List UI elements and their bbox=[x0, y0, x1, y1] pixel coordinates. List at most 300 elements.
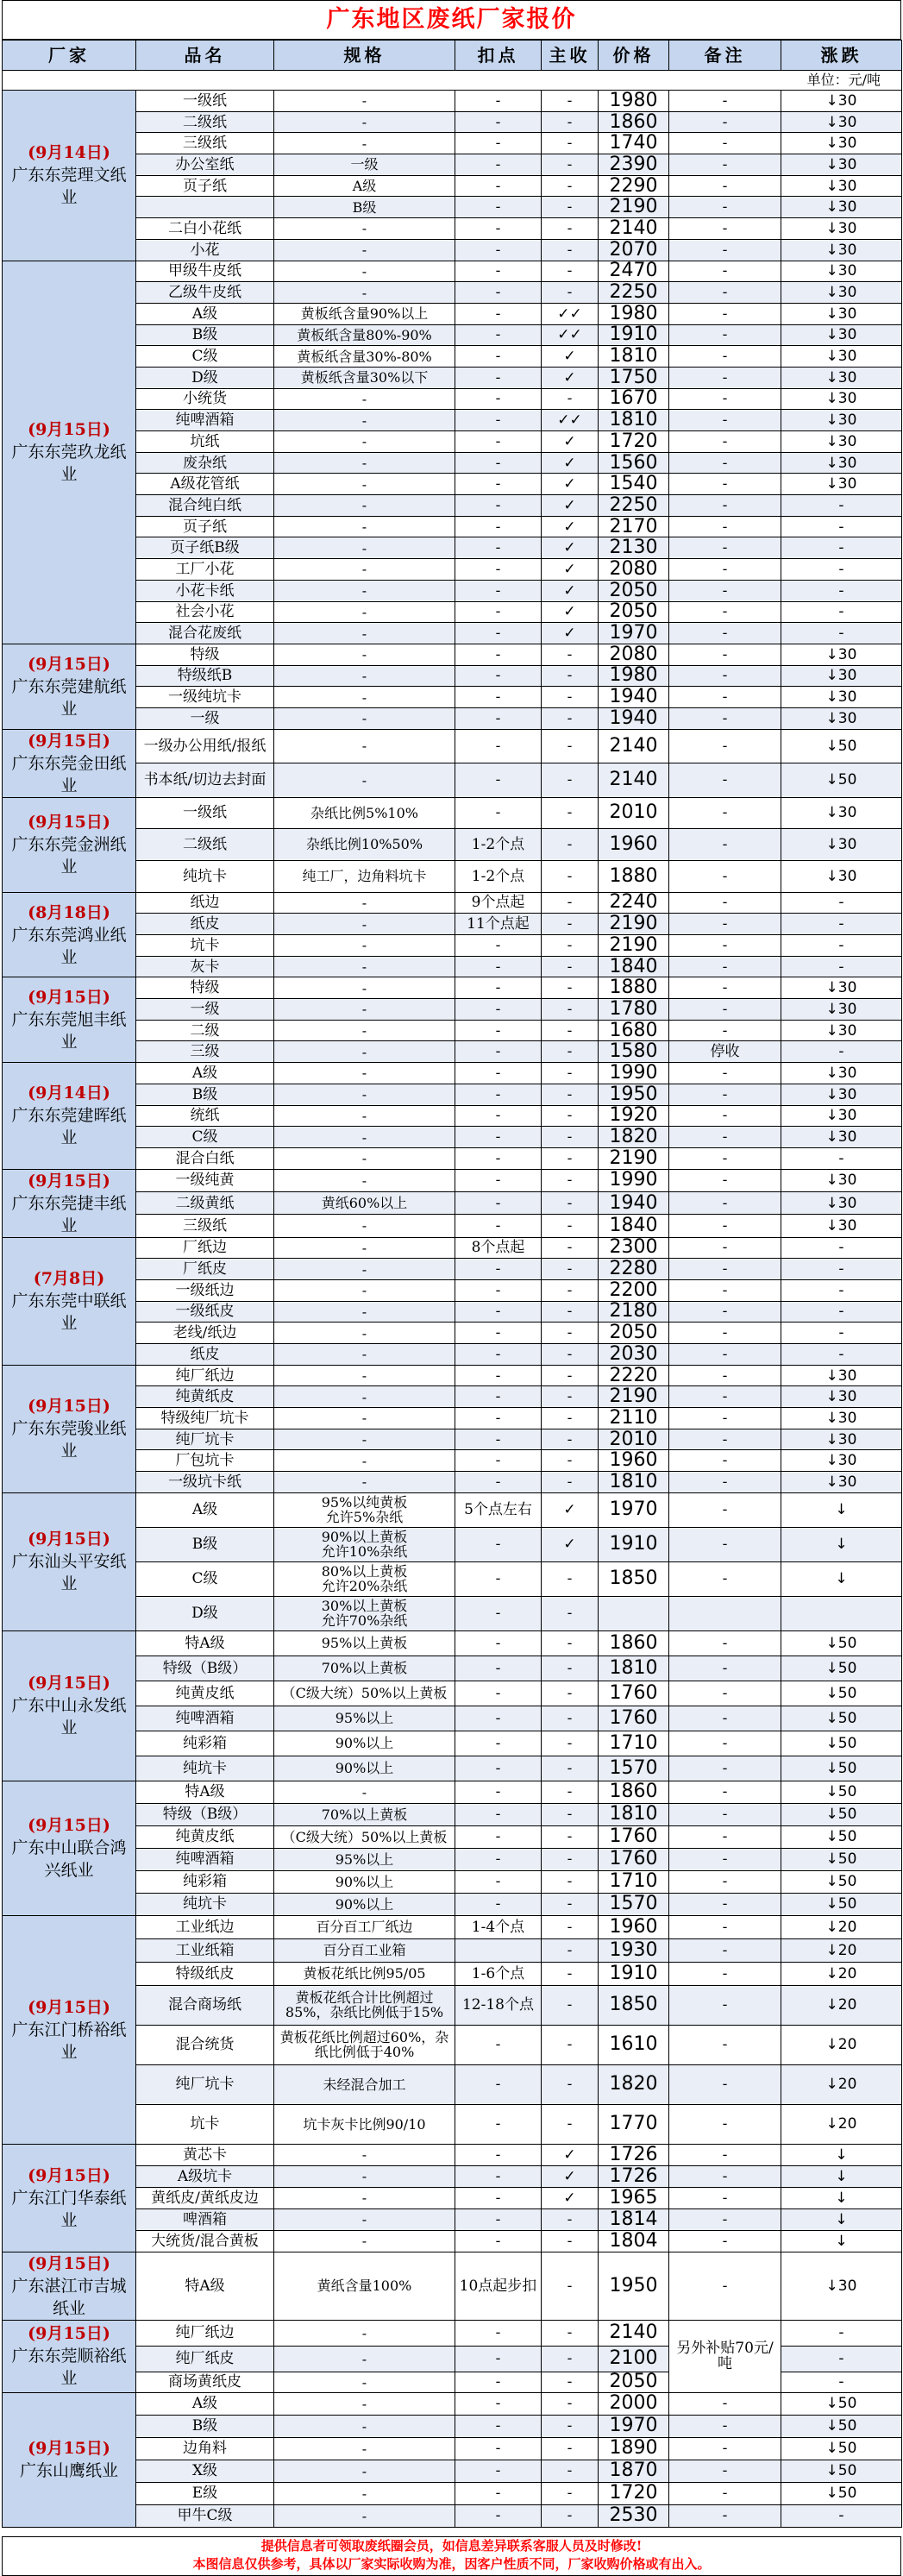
change-cell: ↓ bbox=[781, 2165, 902, 2187]
table-row bbox=[3, 1985, 902, 2025]
main-cell: - bbox=[542, 1429, 599, 1450]
note-cell: - bbox=[669, 1386, 781, 1408]
main-cell: - bbox=[542, 1041, 599, 1063]
price-rows bbox=[3, 91, 902, 2528]
note-cell: - bbox=[669, 2104, 781, 2144]
spec-cell: - bbox=[274, 559, 455, 581]
note-cell: - bbox=[669, 2208, 781, 2230]
main-cell: - bbox=[542, 1323, 599, 1344]
change-cell: ↓30 bbox=[781, 133, 902, 154]
note-cell: - bbox=[669, 797, 781, 828]
price-cell: 1760 bbox=[599, 1706, 669, 1731]
change-cell: ↓50 bbox=[781, 1803, 902, 1825]
change-cell: ↓30 bbox=[781, 239, 902, 261]
product-name: X级 bbox=[136, 2460, 274, 2482]
spec-cell: 95%以上黄板 bbox=[274, 1630, 455, 1656]
price-cell: 1940 bbox=[599, 1191, 669, 1214]
spec-cell: - bbox=[274, 707, 455, 729]
note-cell: - bbox=[669, 2437, 781, 2460]
deduct-cell: - bbox=[455, 410, 542, 431]
note-cell: - bbox=[669, 707, 781, 729]
main-cell: - bbox=[542, 1365, 599, 1386]
factory-cell bbox=[3, 2252, 136, 2320]
product-name bbox=[136, 197, 274, 218]
deduct-cell: - bbox=[455, 1656, 542, 1681]
price-cell: 1760 bbox=[599, 1848, 669, 1870]
spec-cell: （C级大统）50%以上黄板 bbox=[274, 1825, 455, 1848]
product-name: 三级 bbox=[136, 1041, 274, 1063]
note-cell: - bbox=[669, 2025, 781, 2064]
product-name: 特A级 bbox=[136, 1630, 274, 1656]
factory-name: 广东东莞建晖纸业 bbox=[11, 1106, 127, 1148]
product-name: 工业纸边 bbox=[136, 1915, 274, 1938]
spec-cell: 30%以上黄板 允许70%杂纸 bbox=[274, 1596, 455, 1630]
main-cell: - bbox=[542, 1781, 599, 1803]
change-cell: ↓50 bbox=[781, 1756, 902, 1781]
factory-cell bbox=[3, 1630, 136, 1781]
product-name: 页子纸 bbox=[136, 516, 274, 537]
spec-cell: A级 bbox=[274, 175, 455, 197]
price-cell: 1990 bbox=[599, 1063, 669, 1084]
main-cell: - bbox=[542, 2064, 599, 2104]
footer-disclaimer bbox=[2, 2536, 901, 2576]
product-name: 坑纸 bbox=[136, 431, 274, 453]
note-cell: - bbox=[669, 1781, 781, 1803]
deduct-cell: - bbox=[455, 2104, 542, 2144]
price-cell: 1860 bbox=[599, 1630, 669, 1656]
deduct-cell: - bbox=[455, 474, 542, 495]
price-cell: 1804 bbox=[599, 2230, 669, 2252]
spec-cell: - bbox=[274, 1450, 455, 1472]
factory-cell bbox=[3, 91, 136, 261]
main-cell: - bbox=[542, 175, 599, 197]
product-name: 特级纯厂坑卡 bbox=[136, 1408, 274, 1429]
main-cell: - bbox=[542, 977, 599, 999]
note-cell: - bbox=[669, 1191, 781, 1214]
deduct-cell: 1-4个点 bbox=[455, 1915, 542, 1938]
factory-name: 广东江门华泰纸业 bbox=[11, 2188, 127, 2230]
deduct-cell: - bbox=[455, 2460, 542, 2482]
table-row bbox=[3, 2252, 902, 2320]
deduct-cell: - bbox=[455, 111, 542, 133]
change-cell: - bbox=[781, 956, 902, 977]
spec-cell: 黄板纸含量30%-80% bbox=[274, 346, 455, 368]
table-row bbox=[3, 111, 902, 133]
table-row bbox=[3, 410, 902, 431]
footer-line-1: 提供信息者可领取废纸圈会员，如信息差异联系客服人员及时修改! bbox=[260, 2538, 643, 2554]
note-cell: - bbox=[669, 2460, 781, 2482]
spec-cell: - bbox=[274, 2187, 455, 2208]
table-row bbox=[3, 2415, 902, 2437]
table-row bbox=[3, 2208, 902, 2230]
price-cell: 1770 bbox=[599, 2104, 669, 2144]
spec-cell: - bbox=[274, 133, 455, 154]
table-row bbox=[3, 1915, 902, 1938]
price-table bbox=[2, 40, 902, 2528]
deduct-cell: - bbox=[455, 1147, 542, 1169]
change-cell: ↓50 bbox=[781, 2392, 902, 2415]
factory-name: 广东东莞捷丰纸业 bbox=[11, 1193, 127, 1235]
table-row bbox=[3, 1105, 902, 1127]
main-cell: ✓✓ bbox=[542, 303, 599, 324]
price-cell: 1820 bbox=[599, 1127, 669, 1148]
main-cell: - bbox=[542, 763, 599, 798]
deduct-cell: - bbox=[455, 324, 542, 346]
note-cell: - bbox=[669, 2187, 781, 2208]
spec-cell: - bbox=[274, 1472, 455, 1493]
price-cell: 1810 bbox=[599, 346, 669, 368]
product-name: 工业纸箱 bbox=[136, 1938, 274, 1962]
main-cell: - bbox=[542, 914, 599, 935]
table-row bbox=[3, 1063, 902, 1084]
product-name: A级坑卡 bbox=[136, 2165, 274, 2187]
note-cell: - bbox=[669, 892, 781, 914]
change-cell: ↓30 bbox=[781, 218, 902, 240]
table-row bbox=[3, 2460, 902, 2482]
product-name: 甲级牛皮纸 bbox=[136, 261, 274, 282]
change-cell: ↓30 bbox=[781, 707, 902, 729]
note-cell: - bbox=[669, 1527, 781, 1561]
main-cell: - bbox=[542, 707, 599, 729]
change-cell: ↓30 bbox=[781, 1472, 902, 1493]
deduct-cell: - bbox=[455, 2165, 542, 2187]
change-cell: ↓50 bbox=[781, 2482, 902, 2504]
table-row bbox=[3, 346, 902, 368]
factory-date: (9月15日) bbox=[28, 2324, 110, 2344]
spec-cell: - bbox=[274, 644, 455, 665]
note-cell: - bbox=[669, 1915, 781, 1938]
table-row bbox=[3, 537, 902, 559]
product-name: 纯彩箱 bbox=[136, 1731, 274, 1756]
deduct-cell: - bbox=[455, 1020, 542, 1041]
factory-name: 广东东莞顺裕纸业 bbox=[11, 2347, 127, 2389]
factory-cell bbox=[3, 892, 136, 977]
factory-cell bbox=[3, 1781, 136, 1915]
spec-cell: - bbox=[274, 1386, 455, 1408]
main-cell: - bbox=[542, 1870, 599, 1893]
change-cell: - bbox=[781, 2346, 902, 2372]
note-cell: - bbox=[669, 1215, 781, 1237]
main-cell: - bbox=[542, 665, 599, 687]
change-cell: ↓30 bbox=[781, 1191, 902, 1214]
deduct-cell: - bbox=[455, 1781, 542, 1803]
product-name: 纯坑卡 bbox=[136, 1756, 274, 1781]
table-row bbox=[3, 495, 902, 517]
table-row bbox=[3, 1386, 902, 1408]
note-cell: - bbox=[669, 914, 781, 935]
table-row bbox=[3, 1731, 902, 1756]
factory-date: (9月15日) bbox=[28, 1171, 110, 1191]
main-cell: - bbox=[542, 1408, 599, 1429]
main-cell: - bbox=[542, 1450, 599, 1472]
table-row bbox=[3, 1681, 902, 1706]
price-cell: 2050 bbox=[599, 580, 669, 601]
deduct-cell: - bbox=[455, 1450, 542, 1472]
deduct-cell: - bbox=[455, 2372, 542, 2392]
price-cell: 2140 bbox=[599, 729, 669, 763]
product-name: 纸边 bbox=[136, 892, 274, 914]
change-cell: ↓30 bbox=[781, 1450, 902, 1472]
product-name: 一级纸 bbox=[136, 91, 274, 112]
main-cell: - bbox=[542, 91, 599, 112]
price-cell: 1880 bbox=[599, 860, 669, 892]
note-cell: - bbox=[669, 1893, 781, 1915]
change-cell: ↓50 bbox=[781, 2437, 902, 2460]
note-cell: - bbox=[669, 346, 781, 368]
factory-date: (9月14日) bbox=[28, 143, 110, 163]
spec-cell: 黄板花纸合计比例超过85%，杂纸比例低于15% bbox=[274, 1985, 455, 2025]
spec-cell: B级 bbox=[274, 197, 455, 218]
product-name: 特级纸B bbox=[136, 665, 274, 687]
deduct-cell: - bbox=[455, 431, 542, 453]
factory-date: (9月15日) bbox=[28, 1397, 110, 1417]
deduct-cell: - bbox=[455, 1279, 542, 1301]
table-row bbox=[3, 1756, 902, 1781]
price-cell: 2030 bbox=[599, 1344, 669, 1366]
note-cell: - bbox=[669, 410, 781, 431]
note-cell: - bbox=[669, 1962, 781, 1985]
product-name: 灰卡 bbox=[136, 956, 274, 977]
main-cell: - bbox=[542, 1985, 599, 2025]
note-cell: - bbox=[669, 367, 781, 388]
table-row bbox=[3, 1169, 902, 1191]
table-row bbox=[3, 1706, 902, 1731]
price-cell: 2190 bbox=[599, 197, 669, 218]
spec-cell: - bbox=[274, 580, 455, 601]
table-row bbox=[3, 1127, 902, 1148]
factory-name: 广东中山永发纸业 bbox=[11, 1696, 127, 1738]
product-name: 纯彩箱 bbox=[136, 1870, 274, 1893]
main-cell: - bbox=[542, 2392, 599, 2415]
factory-date: (9月15日) bbox=[28, 654, 110, 674]
product-name: D级 bbox=[136, 367, 274, 388]
price-cell: 2190 bbox=[599, 935, 669, 957]
spec-cell: - bbox=[274, 999, 455, 1021]
spec-cell: 百分百工厂纸边 bbox=[274, 1915, 455, 1938]
factory-date: (9月15日) bbox=[28, 988, 110, 1008]
deduct-cell: 1-2个点 bbox=[455, 828, 542, 860]
price-cell: 2250 bbox=[599, 282, 669, 304]
change-cell: ↓30 bbox=[781, 665, 902, 687]
table-row bbox=[3, 474, 902, 495]
main-cell: - bbox=[542, 1147, 599, 1169]
price-cell: 1860 bbox=[599, 1781, 669, 1803]
factory-date: (9月15日) bbox=[28, 420, 110, 440]
product-name: A级 bbox=[136, 303, 274, 324]
note-cell: - bbox=[669, 644, 781, 665]
deduct-cell: 11个点起 bbox=[455, 914, 542, 935]
deduct-cell: - bbox=[455, 495, 542, 517]
deduct-cell: - bbox=[455, 1259, 542, 1280]
spec-cell: 80%以上黄板 允许20%杂纸 bbox=[274, 1561, 455, 1596]
product-name: 特级 bbox=[136, 977, 274, 999]
price-cell: 2100 bbox=[599, 2346, 669, 2372]
deduct-cell: - bbox=[455, 580, 542, 601]
deduct-cell: - bbox=[455, 1681, 542, 1706]
factory-name: 广东东莞玖龙纸业 bbox=[11, 443, 127, 485]
product-name: 特A级 bbox=[136, 1781, 274, 1803]
spec-cell: - bbox=[274, 474, 455, 495]
deduct-cell: - bbox=[455, 1706, 542, 1731]
deduct-cell: - bbox=[455, 687, 542, 708]
main-cell: - bbox=[542, 2437, 599, 2460]
main-cell: - bbox=[542, 2104, 599, 2144]
spec-cell: 90%以上 bbox=[274, 1731, 455, 1756]
table-row bbox=[3, 388, 902, 410]
product-name: D级 bbox=[136, 1596, 274, 1630]
deduct-cell: 8个点起 bbox=[455, 1237, 542, 1259]
price-cell: 1880 bbox=[599, 977, 669, 999]
factory-name: 广东山鹰纸业 bbox=[19, 2461, 118, 2481]
product-name: 纯啤酒箱 bbox=[136, 410, 274, 431]
spec-cell: - bbox=[274, 956, 455, 977]
main-cell: - bbox=[542, 2504, 599, 2527]
note-cell: - bbox=[669, 1731, 781, 1756]
table-row bbox=[3, 1237, 902, 1259]
main-cell: ✓ bbox=[542, 2144, 599, 2165]
main-cell: - bbox=[542, 2025, 599, 2064]
price-cell: 2110 bbox=[599, 1408, 669, 1429]
deduct-cell: - bbox=[455, 1561, 542, 1596]
main-cell: - bbox=[542, 860, 599, 892]
main-cell: - bbox=[542, 2230, 599, 2252]
change-cell: - bbox=[781, 914, 902, 935]
price-cell: 1610 bbox=[599, 2025, 669, 2064]
deduct-cell: - bbox=[455, 175, 542, 197]
price-cell: 1720 bbox=[599, 431, 669, 453]
product-name: B级 bbox=[136, 1527, 274, 1561]
note-cell: - bbox=[669, 474, 781, 495]
change-cell: ↓20 bbox=[781, 1915, 902, 1938]
factory-cell bbox=[3, 2392, 136, 2527]
main-cell: ✓ bbox=[542, 516, 599, 537]
table-row bbox=[3, 729, 902, 763]
main-cell: ✓ bbox=[542, 1527, 599, 1561]
change-cell: ↓30 bbox=[781, 111, 902, 133]
price-cell: 1965 bbox=[599, 2187, 669, 2208]
spec-cell: - bbox=[274, 2320, 455, 2346]
table-row bbox=[3, 2064, 902, 2104]
factory-name: 广东中山联合鸿兴纸业 bbox=[11, 1838, 127, 1881]
change-cell: ↓30 bbox=[781, 1215, 902, 1237]
price-cell: 1930 bbox=[599, 1938, 669, 1962]
factory-name: 广东东莞理文纸业 bbox=[11, 166, 127, 208]
price-cell: 1980 bbox=[599, 91, 669, 112]
table-row bbox=[3, 1084, 902, 1105]
table-row bbox=[3, 665, 902, 687]
note-cell: - bbox=[669, 495, 781, 517]
spec-cell: - bbox=[274, 2165, 455, 2187]
price-cell: 1670 bbox=[599, 388, 669, 410]
header-deduct: 扣点 bbox=[455, 41, 542, 71]
note-cell: 停收 bbox=[669, 1041, 781, 1063]
table-row bbox=[3, 218, 902, 240]
note-cell: - bbox=[669, 2230, 781, 2252]
change-cell: ↓30 bbox=[781, 452, 902, 474]
spec-cell: 90%以上 bbox=[274, 1870, 455, 1893]
header-main: 主收 bbox=[542, 41, 599, 71]
deduct-cell: - bbox=[455, 388, 542, 410]
product-name: 黄纸皮/黄纸皮边 bbox=[136, 2187, 274, 2208]
price-cell: 1870 bbox=[599, 2460, 669, 2482]
deduct-cell: 1-6个点 bbox=[455, 1962, 542, 1985]
deduct-cell: - bbox=[455, 2392, 542, 2415]
change-cell: ↓30 bbox=[781, 91, 902, 112]
note-cell: - bbox=[669, 1279, 781, 1301]
main-cell: - bbox=[542, 1938, 599, 1962]
note-cell: - bbox=[669, 1848, 781, 1870]
main-cell: - bbox=[542, 1756, 599, 1781]
table-row bbox=[3, 2104, 902, 2144]
factory-date: (8月18日) bbox=[28, 902, 110, 922]
product-name: A级 bbox=[136, 1063, 274, 1084]
product-name: 一级 bbox=[136, 999, 274, 1021]
main-cell: ✓ bbox=[542, 537, 599, 559]
spec-cell: 70%以上黄板 bbox=[274, 1803, 455, 1825]
table-row bbox=[3, 2320, 902, 2346]
deduct-cell: - bbox=[455, 1169, 542, 1191]
table-row bbox=[3, 2392, 902, 2415]
price-cell: 1910 bbox=[599, 1527, 669, 1561]
product-name: A级花管纸 bbox=[136, 474, 274, 495]
deduct-cell: 5个点左右 bbox=[455, 1492, 542, 1527]
price-cell: 1980 bbox=[599, 303, 669, 324]
factory-name: 广东东莞鸿业纸业 bbox=[11, 925, 127, 967]
product-name: 小统货 bbox=[136, 388, 274, 410]
product-name: 厂包坑卡 bbox=[136, 1450, 274, 1472]
spec-cell: - bbox=[274, 935, 455, 957]
main-cell: ✓ bbox=[542, 623, 599, 644]
change-cell: ↓ bbox=[781, 1561, 902, 1596]
note-cell: - bbox=[669, 999, 781, 1021]
change-cell: ↓50 bbox=[781, 1731, 902, 1756]
change-cell: ↓20 bbox=[781, 2025, 902, 2064]
note-cell: - bbox=[669, 665, 781, 687]
change-cell: - bbox=[781, 623, 902, 644]
change-cell: ↓20 bbox=[781, 1985, 902, 2025]
main-cell: - bbox=[542, 1893, 599, 1915]
table-row bbox=[3, 1279, 902, 1301]
factory-cell bbox=[3, 2144, 136, 2252]
spec-cell: - bbox=[274, 218, 455, 240]
price-cell: 1780 bbox=[599, 999, 669, 1021]
change-cell: ↓30 bbox=[781, 324, 902, 346]
product-name: 啤酒箱 bbox=[136, 2208, 274, 2230]
table-row bbox=[3, 828, 902, 860]
change-cell: ↓30 bbox=[781, 687, 902, 708]
price-cell: 1860 bbox=[599, 111, 669, 133]
change-cell: ↓50 bbox=[781, 729, 902, 763]
note-cell: - bbox=[669, 1020, 781, 1041]
product-name: 乙级牛皮纸 bbox=[136, 282, 274, 304]
product-name: 二级 bbox=[136, 1020, 274, 1041]
note-cell: - bbox=[669, 282, 781, 304]
deduct-cell: - bbox=[455, 2064, 542, 2104]
table-row bbox=[3, 1323, 902, 1344]
spec-cell: - bbox=[274, 2437, 455, 2460]
table-row bbox=[3, 239, 902, 261]
spec-cell: - bbox=[274, 495, 455, 517]
main-cell: - bbox=[542, 197, 599, 218]
price-cell: 1720 bbox=[599, 2482, 669, 2504]
deduct-cell: - bbox=[455, 282, 542, 304]
table-row bbox=[3, 516, 902, 537]
product-name: 二级纸 bbox=[136, 111, 274, 133]
deduct-cell: - bbox=[455, 644, 542, 665]
change-cell: ↓30 bbox=[781, 282, 902, 304]
product-name: A级 bbox=[136, 1492, 274, 1527]
deduct-cell: - bbox=[455, 1870, 542, 1893]
